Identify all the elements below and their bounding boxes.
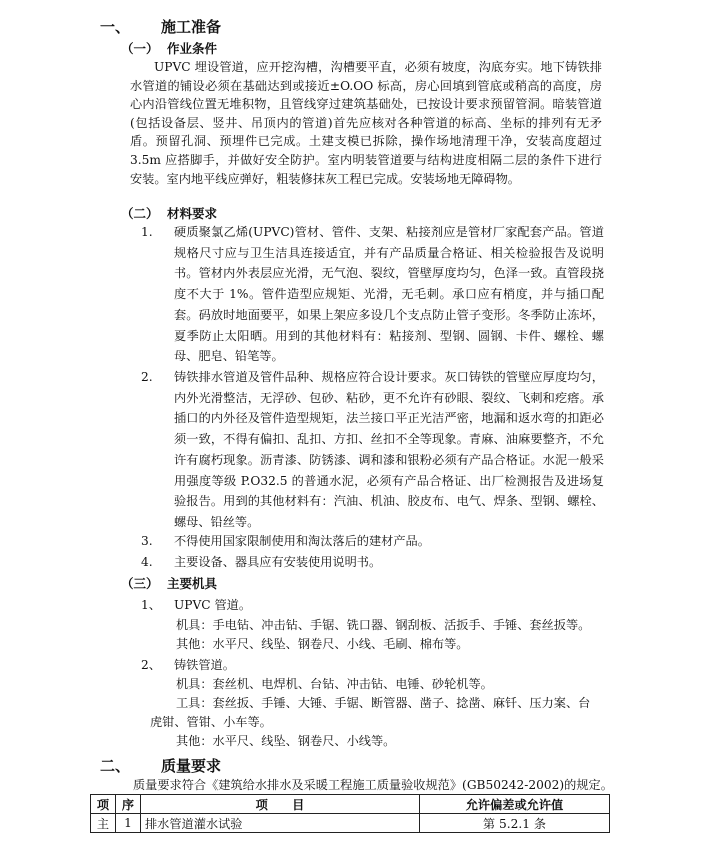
list-item: 主要设备、器具应有安装使用说明书。 (174, 555, 382, 569)
list-item: 硬质聚氯乙烯(UPVC)管材、管件、支架、粘接剂应是管材厂家配套产品。管道规格尺寸应与卫生洁具连接适宜，并有产品质量合格证、相关检验报告及说明书。管材内外表层应光滑，无气泡、裂纹，管壁厚度均匀，色泽一致。直管段挠度不大于 1%。管件造型应规矩、光滑，无毛刺。承口应有梢度，并与插口配套。码放时地面要平，如果上架应多设几个支点防止管子变形。冬季防止冻坏，夏季防止太阳晒。用到的其他材料有：粘接剂、型钢、圆钢、卡件、螺栓、螺母、肥皂、铅笔等。 (174, 225, 604, 364)
quality-table (90, 794, 610, 833)
section-number: 二、 (100, 757, 131, 775)
list-item: 不得使用国家限制使用和淘汰落后的建材产品。 (174, 534, 430, 548)
paragraph-work-conditions: UPVC 埋设管道，应开挖沟槽，沟槽要平直，必须有坡度，沟底夯实。地下铸铁排水管道的铺设必须在基础达到或接近±O.OO 标高，房心回填到管底或稍高的高度，房心内沿管线位置无堆积物，且管线穿过建筑基础处，已按设计要求预留管洞。暗装管道(包括设备层、竖井、吊顶内的管道)首先应核对各种管道的标高、坐标的排列有无矛盾。预留孔洞、预埋件已完成。土建支模已拆除，操作场地清理干净，安装高度超过 3.5m 应搭脚手，并做好安全防护。室内明装管道要与结构进度相隔二层的条件下进行安装。室内地平线应弹好，粗装修抹灰工程已完成。安装场地无障碍物。 (130, 60, 602, 186)
list-number: 2. (141, 370, 153, 384)
tool-line: 机具：手电钻、冲击钻、手锯、铣口器、钢刮板、活扳手、手锤、套丝扳等。 (176, 618, 591, 632)
table-header-cell: 序 (116, 795, 141, 814)
table-header-cell: 项 目 (141, 795, 420, 814)
list-number: 1. (141, 225, 153, 239)
subsection-label: （二） (121, 206, 159, 221)
tool-group-title: 铸铁管道。 (174, 658, 235, 672)
list-number: 4. (141, 555, 153, 569)
tool-group-title: UPVC 管道。 (174, 598, 252, 612)
subsection-title: 主要机具 (167, 576, 218, 591)
tool-line: 机具：套丝机、电焊机、台钻、冲击钻、电锤、砂轮机等。 (176, 677, 493, 691)
subsection-title: 材料要求 (167, 206, 218, 221)
tool-line: 虎钳、管钳、小车等。 (150, 715, 272, 729)
table-header-row (91, 795, 610, 814)
table-cell: 第 5.2.1 条 (420, 814, 610, 833)
table-header-cell: 允许偏差或允许值 (420, 795, 610, 814)
list-number: 1、 (141, 598, 161, 612)
list-number: 2、 (141, 658, 161, 672)
subsection-label: （三） (121, 576, 159, 591)
tool-line: 其他：水平尺、线坠、钢卷尺、小线、毛刷、棉布等。 (176, 637, 469, 651)
section-title: 质量要求 (161, 757, 222, 775)
tool-line: 工具：套丝扳、手锤、大锤、手锯、断管器、凿子、捻凿、麻钎、压力案、台 (176, 696, 591, 710)
section-title: 施工准备 (161, 18, 222, 36)
quality-note: 质量要求符合《建筑给水排水及采暖工程施工质量验收规范》(GB50242-2002)的规定。 (133, 778, 613, 792)
table-cell: 主 (91, 814, 116, 833)
list-item: 铸铁排水管道及管件品种、规格应符合设计要求。灰口铸铁的管壁应厚度均匀，内外光滑整洁，无浮砂、包砂、粘砂，更不允许有砂眼、裂纹、飞刺和疙瘩。承插口的内外径及管件造型规矩，法兰接口平正光洁严密，地漏和返水弯的扣距必须一致，不得有偏扣、乱扣、方扣、丝扣不全等现象。青麻、油麻要整齐，不允许有腐朽现象。沥青漆、防锈漆、调和漆和银粉必须有产品合格证。水泥一般采用强度等级 P.O32.5 的普通水泥，必须有产品合格证、出厂检测报告及进场复验报告。用到的其他材料有：汽油、机油、胶皮布、电气、焊条、型钢、螺栓、螺母、铅丝等。 (174, 370, 604, 529)
table-header-cell: 项 (91, 795, 116, 814)
table-cell: 1 (116, 814, 141, 833)
list-number: 3. (141, 534, 153, 548)
table-row (91, 814, 610, 833)
table-cell: 排水管道灌水试验 (141, 814, 420, 833)
tool-line: 其他：水平尺、线坠、钢卷尺、小线等。 (176, 734, 396, 748)
section-number: 一、 (100, 18, 131, 36)
subsection-title: 作业条件 (167, 41, 218, 56)
subsection-label: （一） (121, 41, 159, 56)
